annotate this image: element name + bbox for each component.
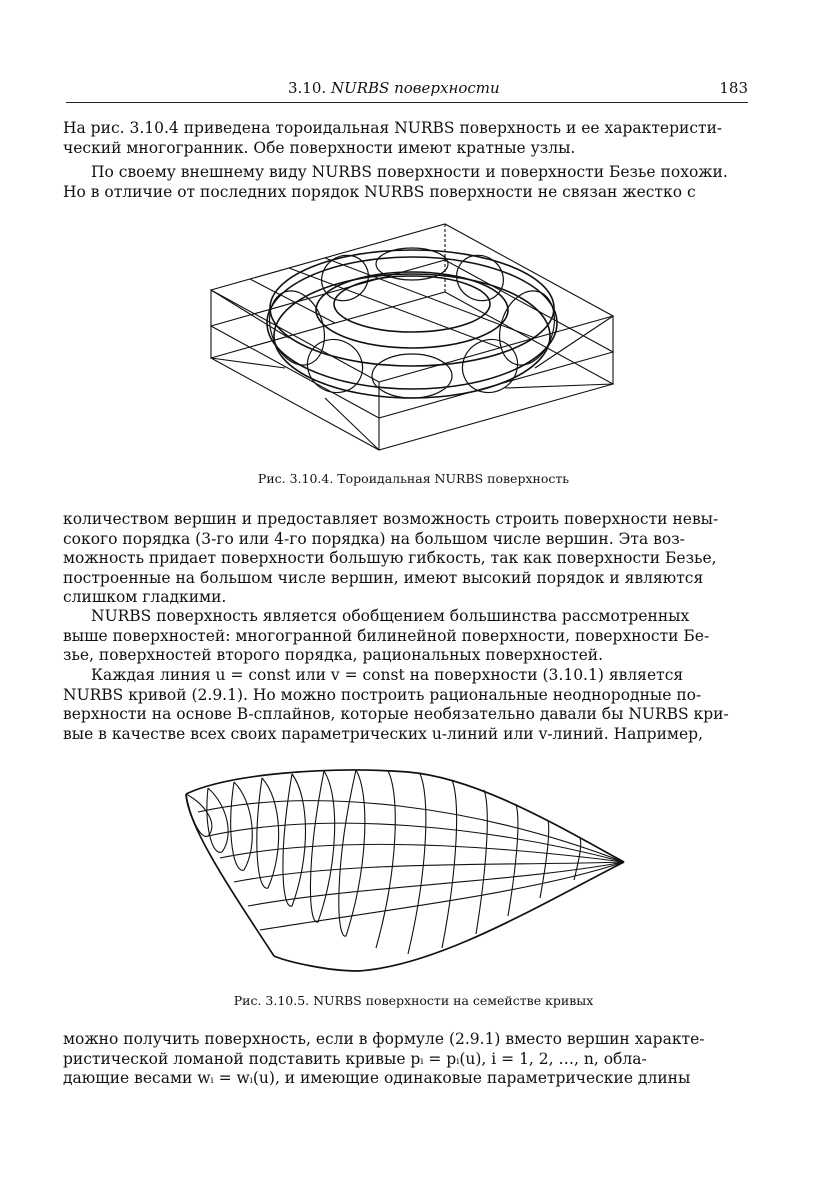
text-line: верхности на основе B-сплайнов, которые необязательно давали бы NURBS кри- [63, 705, 729, 723]
paragraph-2 [63, 163, 751, 202]
text-line: дающие весами wᵢ = wᵢ(u), и имеющие одинаковые параметрические длины [63, 1069, 691, 1087]
paragraph-3 [63, 510, 751, 608]
text-line: NURBS поверхность является обобщением большинства рассмотренных [91, 607, 690, 625]
paragraph-1 [63, 119, 751, 158]
text-line: вые в качестве всех своих параметрических u-линий или v-линий. Например, [63, 724, 704, 743]
text-line: слишком гладкими. [63, 588, 227, 606]
text-line: NURBS кривой (2.9.1). Но можно построить рациональные неоднородные по- [63, 685, 702, 704]
text-line: Каждая линия u = const или v = const на поверхности (3.10.1) является [91, 666, 684, 684]
text-line: сокого порядка (3-го или 4-го порядка) на большом числе вершин. Эта воз- [63, 529, 685, 548]
paragraph-5 [63, 666, 751, 744]
paragraph-4 [63, 607, 751, 666]
surface-trailing-edge [274, 862, 624, 971]
paragraph-6 [63, 1030, 751, 1089]
toroidal-nurbs-figure [205, 218, 625, 463]
figure-caption-1: Рис. 3.10.4. Тороидальная NURBS поверхность [257, 471, 570, 486]
text-line: ческий многогранник. Обе поверхности имеют кратные узлы. [63, 138, 576, 157]
text-line: ристической ломаной подставить кривые pᵢ = pᵢ(u), i = 1, 2, …, n, обла- [63, 1049, 647, 1068]
text-line: построенные на большом числе вершин, имеют высокий порядок и являются [63, 568, 704, 587]
torus-inner-ring [316, 272, 508, 348]
text-line: На рис. 3.10.4 приведена тороидальная NURBS поверхность и ее характеристи- [63, 119, 723, 137]
running-header [66, 78, 748, 103]
text-line: По своему внешнему виду NURBS поверхности и поверхности Безье похожи. [91, 163, 728, 181]
text-line: количеством вершин и предоставляет возможность строить поверхности невы- [63, 510, 719, 528]
text-line: можно получить поверхность, если в формуле (2.9.1) вместо вершин характе- [63, 1030, 705, 1048]
figure-caption-2: Рис. 3.10.5. NURBS поверхности на семействе кривых [233, 993, 594, 1008]
text-line: выше поверхностей: многогранной билинейной поверхности, поверхности Бе- [63, 626, 710, 645]
page-number: 183 [719, 79, 748, 97]
header-title: 3.10. NURBS поверхности [288, 79, 500, 97]
text-line: Но в отличие от последних порядок NURBS поверхности не связан жестко с [63, 182, 696, 201]
text-line: можность придает поверхности большую гибкость, так как поверхности Безье, [63, 549, 717, 567]
torus-outer-bottom [274, 274, 550, 398]
nurbs-curve-family-figure [178, 766, 630, 986]
text-line: зье, поверхностей второго порядка, рациональных поверхностей. [63, 646, 604, 664]
surface-left-edge [186, 794, 274, 956]
